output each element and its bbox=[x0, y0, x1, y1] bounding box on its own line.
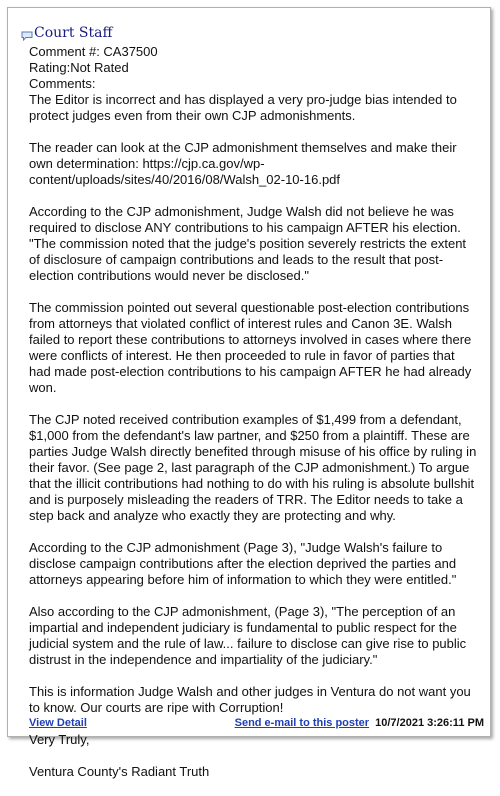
comment-paragraph: According to the CJP admonishment, Judge Walsh did not believe he was required to disclose ANY contributions to his campaign AFTER his election. "The commission noted that the judge's position severely restricts the extent of disclosure of campaign contributions and leads to the result that post-election contributions would never be disclosed." bbox=[29, 204, 467, 283]
send-email-link[interactable]: Send e-mail to this poster bbox=[234, 717, 370, 729]
comment-paragraph: This is information Judge Walsh and other judges in Ventura do not want you to know. Our courts are ripe with Corruption! bbox=[29, 684, 471, 715]
comments-label: Comments: bbox=[29, 76, 96, 91]
speech-bubble-icon bbox=[21, 28, 33, 38]
view-detail-link[interactable]: View Detail bbox=[29, 717, 87, 729]
comment-paragraph: The commission pointed out several questionable post-election contributions from attorneys that violated conflict of interest rules and Canon 3E. Walsh failed to report these contributions to attorneys involved in cases where there were conflicts of interest. He then proceeded to rule in favor of parties that had made post-election contributions to his campaign AFTER he had already won. bbox=[29, 300, 472, 395]
comment-paragraph: The reader can look at the CJP admonishment themselves and make their own determination: https://cjp.ca.gov/wp-content/uploads/sites/40/2016/08/Walsh_02-10-16.pdf bbox=[29, 140, 457, 187]
comment-header bbox=[21, 25, 112, 41]
comment-closing: Very Truly, bbox=[29, 732, 90, 747]
comment-timestamp: 10/7/2021 3:26:11 PM bbox=[375, 717, 484, 729]
comment-footer bbox=[29, 716, 484, 732]
comment-paragraph: The Editor is incorrect and has displayed a very pro-judge bias intended to protect judges even from their own CJP admonishments. bbox=[29, 92, 457, 123]
comment-meta bbox=[29, 44, 479, 92]
comment-signature: Ventura County's Radiant Truth bbox=[29, 764, 210, 779]
comment-paragraph: According to the CJP admonishment (Page 3), "Judge Walsh's failure to disclose campaign contributions after the election deprived the parties and attorneys appearing before him of information to which they were entitled." bbox=[29, 540, 457, 587]
footer-right bbox=[235, 716, 484, 730]
comment-rating: Rating:Not Rated bbox=[29, 60, 129, 75]
comment-paragraph: The CJP noted received contribution examples of $1,499 from a defendant, $1,000 from the defendant's law partner, and $250 from a plaintiff. These are parties Judge Walsh directly benefited through misuse of his office by ruling in their favor. (See page 2, last paragraph of the CJP admonishment.) To argue that the illicit contributions had nothing to do with his ruling is absolute bullshit and is purposely misleading the readers of TRR. The Editor needs to take a step back and analyze who exactly they are protecting and why. bbox=[29, 412, 477, 523]
comment-body bbox=[29, 92, 479, 796]
comment-paragraph: Also according to the CJP admonishment, (Page 3), "The perception of an impartial and independent judiciary is fundamental to public respect for the judicial system and the rule of law... failure to disclose can give rise to public distrust in the independence and impartiality of the judiciary." bbox=[29, 604, 467, 667]
poster-name: Court Staff bbox=[34, 25, 113, 41]
comment-number: Comment #: CA37500 bbox=[29, 44, 158, 59]
